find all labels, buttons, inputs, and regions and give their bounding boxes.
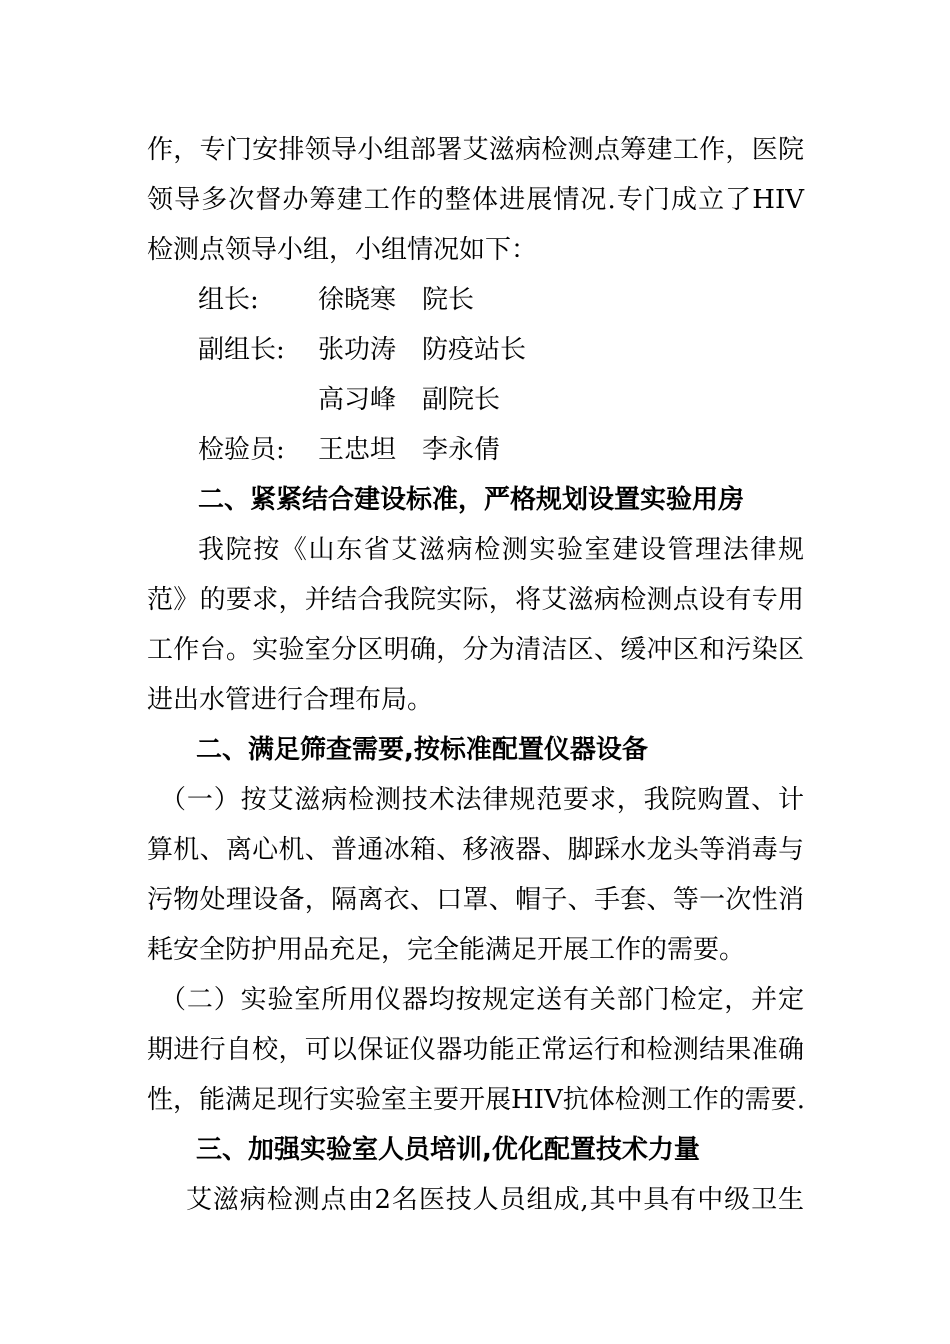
text-line: 污物处理设备，隔离衣、口罩、帽子、手套、等一次性消 (147, 885, 804, 915)
roster-name: 徐晓寒 (318, 285, 397, 315)
text-line: 性，能满足现行实验室主要开展HIV抗体检测工作的需要. (147, 1085, 805, 1115)
section-heading: 三、加强实验室人员培训,优化配置技术力量 (196, 1135, 700, 1165)
text-line: 艾滋病检测点由2名医技人员组成,其中具有中级卫生 (186, 1185, 804, 1215)
text-line: 范》的要求，并结合我院实际，将艾滋病检测点设有专用 (147, 585, 804, 615)
text-line: （二）实验室所用仪器均按规定送有关部门检定，并定 (160, 985, 804, 1015)
roster-name: 张功涛 (318, 335, 397, 365)
roster-title: 李永倩 (422, 435, 501, 465)
roster-title: 副院长 (422, 385, 501, 415)
text-line: 期进行自校，可以保证仪器功能正常运行和检测结果准确 (147, 1035, 804, 1065)
section-heading: 二、满足筛查需要,按标准配置仪器设备 (196, 735, 648, 765)
text-line: 算机、离心机、普通冰箱、移液器、脚踩水龙头等消毒与 (147, 835, 804, 865)
roster-title: 院长 (422, 285, 475, 315)
text-line: 作，专门安排领导小组部署艾滋病检测点筹建工作，医院 (147, 135, 804, 165)
roster-row (0, 383, 950, 417)
roster-role: 检验员: (198, 435, 285, 465)
roster-name: 高习峰 (318, 385, 397, 415)
text-line: 我院按《山东省艾滋病检测实验室建设管理法律规 (198, 535, 804, 565)
roster-row (0, 433, 950, 467)
section-heading: 二、紧紧结合建设标准，严格规划设置实验用房 (198, 485, 745, 515)
roster-row (0, 333, 950, 367)
text-line: （一）按艾滋病检测技术法律规范要求，我院购置、计 (160, 785, 804, 815)
roster-row (0, 283, 950, 317)
text-line: 检测点领导小组，小组情况如下： (147, 235, 538, 265)
text-line: 进出水管进行合理布局。 (147, 685, 434, 715)
roster-name: 王忠坦 (318, 435, 397, 465)
roster-role: 副组长: (198, 335, 285, 365)
text-line: 领导多次督办筹建工作的整体进展情况.专门成立了HIV (147, 185, 804, 215)
roster-title: 防疫站长 (422, 335, 527, 365)
text-line: 工作台。实验室分区明确，分为清洁区、缓冲区和污染区 (147, 635, 804, 665)
text-line: 耗安全防护用品充足，完全能满足开展工作的需要。 (147, 935, 746, 965)
roster-role: 组长: (198, 285, 259, 315)
